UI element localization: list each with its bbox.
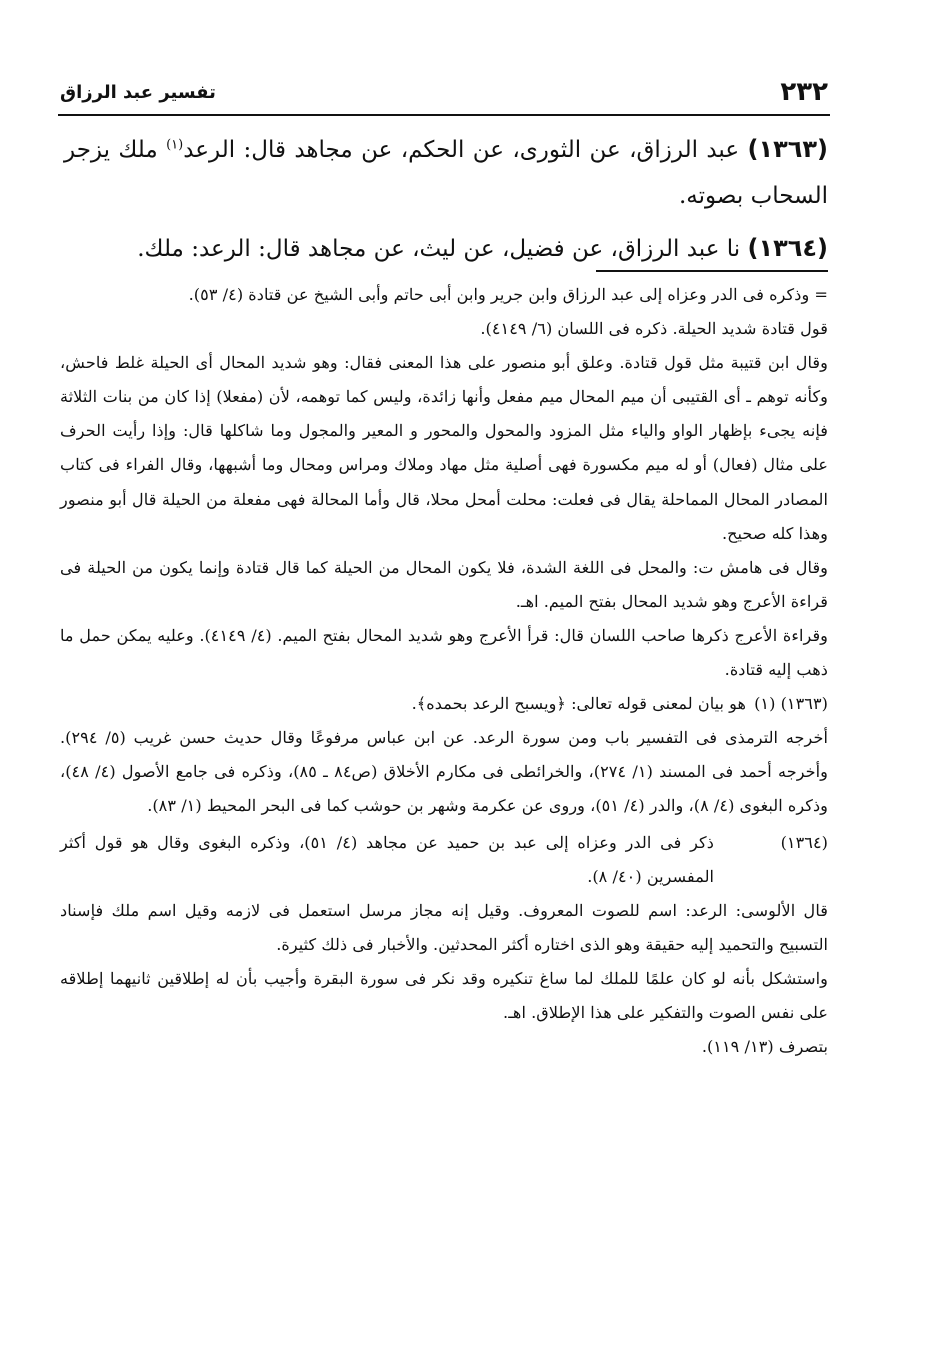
footnote-1363 <box>60 687 828 721</box>
footnote-paragraph: قال الألوسى: الرعد: اسم للصوت المعروف. وقيل إنه مجاز مرسل استعمل فى لازمه وقيل اسم ملك فإسناد التسبيح والتحميد إليه حقيقة وهو الذى اختاره أكثر المحدثين. والأخبار فى ذلك كثيرة. <box>60 900 828 954</box>
footnote-label: (١٣٦٤) <box>780 832 828 852</box>
footnote-paragraph: وقال فى هامش ت: والمحل فى اللغة الشدة، فلا يكون المحال من الحيلة كما قال قتادة وإنما يكون من الحيلة فى قراءة الأعرج وهو شديد المحال بفتح الميم. اهـ. <box>60 557 828 611</box>
running-header <box>60 72 828 112</box>
footnote-paragraph: قول قتادة شديد الحيلة. ذكره فى اللسان (٦/ ٤١٤٩). <box>480 319 828 339</box>
header-rule <box>58 114 830 116</box>
footnote-paragraph: بتصرف (١٣/ ١١٩). <box>701 1037 828 1057</box>
footnote-1364-body <box>60 894 828 1064</box>
footnote-text: أخرجه الترمذى فى التفسير باب ومن سورة الرعد. عن ابن عباس مرفوعًا وقال حديث حسن غريب (٥/ ٢٩٤). وأخرجه أحمد فى المسند (١/ ٢٧٤)، والخرائطى فى مكارم الأخلاق (ص٨٤ ـ ٨٥)، وذكره فى جامع الأصول (٤/ ٤٨)، وذكره البغوى (٤/ ٨)، والدر (٤/ ٥١)، وروى عن عكرمة وشهر بن حوشب كما فى البحر المحيط (١/ ٨٣). <box>60 728 828 816</box>
footnote-text: هو بيان لمعنى قوله تعالى: ﴿ويسبح الرعد بحمده﴾. <box>411 694 747 714</box>
hadith-1363 <box>64 126 828 219</box>
book-title: تفسير عبد الرزاق <box>60 81 216 103</box>
footnote-1364 <box>60 826 828 894</box>
hadith-text: ملك يزجر السحاب بصوته. <box>64 137 828 209</box>
footnote-marker[interactable]: (١) <box>166 137 184 153</box>
hadith-number: (١٣٦٤) <box>747 234 828 262</box>
footnote-text: ذكر فى الدر وعزاه إلى عبد بن حميد عن مجاهد (٤/ ٥١)، وذكره البغوى وقال هو قول أكثر المفسرين (٤٠/ ٨). <box>60 832 714 886</box>
footnote-paragraph: وقراءة الأعرج ذكرها صاحب اللسان قال: قرأ الأعرج وهو شديد المحال بفتح الميم. (٤/ ٤١٤٩). وعليه يمكن حمل ما ذهب إليه قتادة. <box>60 625 829 680</box>
footnote-continuation: = وذكره فى الدر وعزاه إلى عبد الرزاق وابن جرير وابن أبى حاتم وأبى الشيخ عن قتادة (٤/ ٥٣). <box>188 285 828 304</box>
footnote-paragraph: وقال ابن قتيبة مثل قول قتادة. وعلق أبو منصور على هذا المعنى فقال: وهو شديد المحال أى الحيلة غلط فاحش، وكأنه توهم ـ أى القتيبى أن ميم المحال ميم مفعل وأنها زائدة، وليس كما توهمه، لأن (مفعلا) إذا كان من بنات الثلاثة فإنه يجىء بإظهار الواو والياء مثل المزود والمحول والمحور و المعير والمجول وما شاكلها قال: وإذا رأيت الحرف على مثال (فعال) أو له ميم مكسورة فهى أصلية مثل مهاد وملاك ومراس ومحال وما أشبهها، وقال الفراء فى كتاب المصادر المحال المماحلة يقال فى فعلت: محلت أمحل محلا، قال وأما المحالة فهى مفعلة من الحيلة قال أبو منصور وهذا كله صحيح. <box>60 353 828 543</box>
footnote-separator <box>596 270 828 272</box>
hadith-1364 <box>64 225 828 272</box>
main-text <box>64 126 828 272</box>
footnotes <box>60 278 828 1064</box>
hadith-text: عبد الرزاق، عن الثورى، عن الحكم، عن مجاهد قال: الرعد <box>183 137 740 163</box>
hadith-text: نا عبد الرزاق، عن فضيل، عن ليث، عن مجاهد قال: الرعد: ملك. <box>137 236 741 262</box>
footnote-paragraph: واستشكل بأنه لو كان علمًا للملك لما ساغ تنكيره وقد نكر فى سورة البقرة وأجيب بأن له إطلاقين ثانيهما إطلاقه على نفس الصوت والتفكير على هذا الإطلاق. اهـ. <box>60 968 828 1022</box>
hadith-number: (١٣٦٣) <box>747 135 829 163</box>
footnote-label: (١٣٦٣) (١) <box>754 694 828 714</box>
footnote-1363-body <box>60 721 828 823</box>
page-number: ٢٣٢ <box>780 77 828 107</box>
